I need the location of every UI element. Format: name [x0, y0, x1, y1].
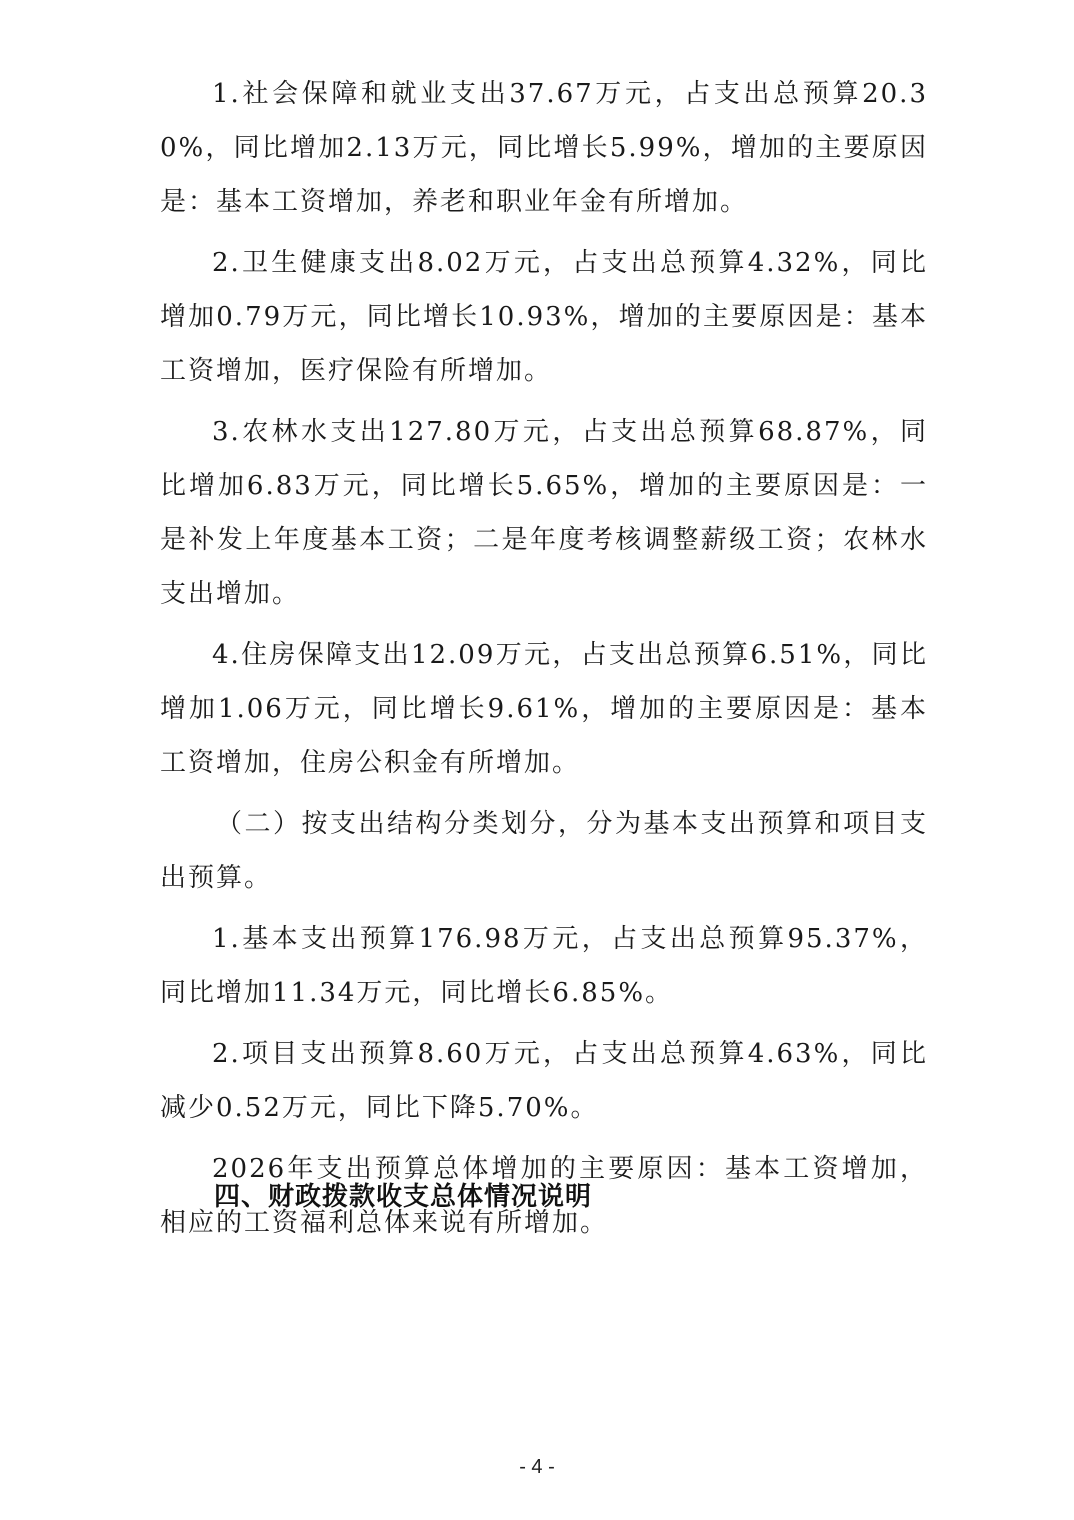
paragraph-health: 2.卫生健康支出8.02万元，占支出总预算4.32%，同比增加0.79万元，同比增长10.93%，增加的主要原因是：基本工资增加，医疗保险有所增加。	[160, 248, 928, 386]
page-number: - 4 -	[519, 1456, 555, 1478]
body-text	[160, 67, 928, 1257]
paragraph-housing: 4.住房保障支出12.09万元，占支出总预算6.51%，同比增加1.06万元，同比增长9.61%，增加的主要原因是：基本工资增加，住房公积金有所增加。	[160, 640, 928, 778]
section-heading: 四、财政拨款收支总体情况说明	[214, 1182, 593, 1212]
paragraph-overall-reason: 2026年支出预算总体增加的主要原因：基本工资增加，相应的工资福利总体来说有所增加。	[160, 1154, 928, 1238]
paragraph-social-security: 1.社会保障和就业支出37.67万元，占支出总预算20.30%，同比增加2.13万元，同比增长5.99%，增加的主要原因是：基本工资增加，养老和职业年金有所增加。	[160, 79, 928, 217]
paragraph-basic-expenditure: 1.基本支出预算176.98万元，占支出总预算95.37%，同比增加11.34万元，同比增长6.85%。	[160, 924, 928, 1008]
paragraph-agriculture: 3.农林水支出127.80万元，占支出总预算68.87%，同比增加6.83万元，同比增长5.65%，增加的主要原因是：一是补发上年度基本工资；二是年度考核调整薪级工资；农林水支出增加。	[160, 417, 928, 609]
paragraph-structure-classification: （二）按支出结构分类划分，分为基本支出预算和项目支出预算。	[160, 809, 928, 893]
paragraph-project-expenditure: 2.项目支出预算8.60万元，占支出总预算4.63%，同比减少0.52万元，同比下降5.70%。	[160, 1039, 928, 1123]
